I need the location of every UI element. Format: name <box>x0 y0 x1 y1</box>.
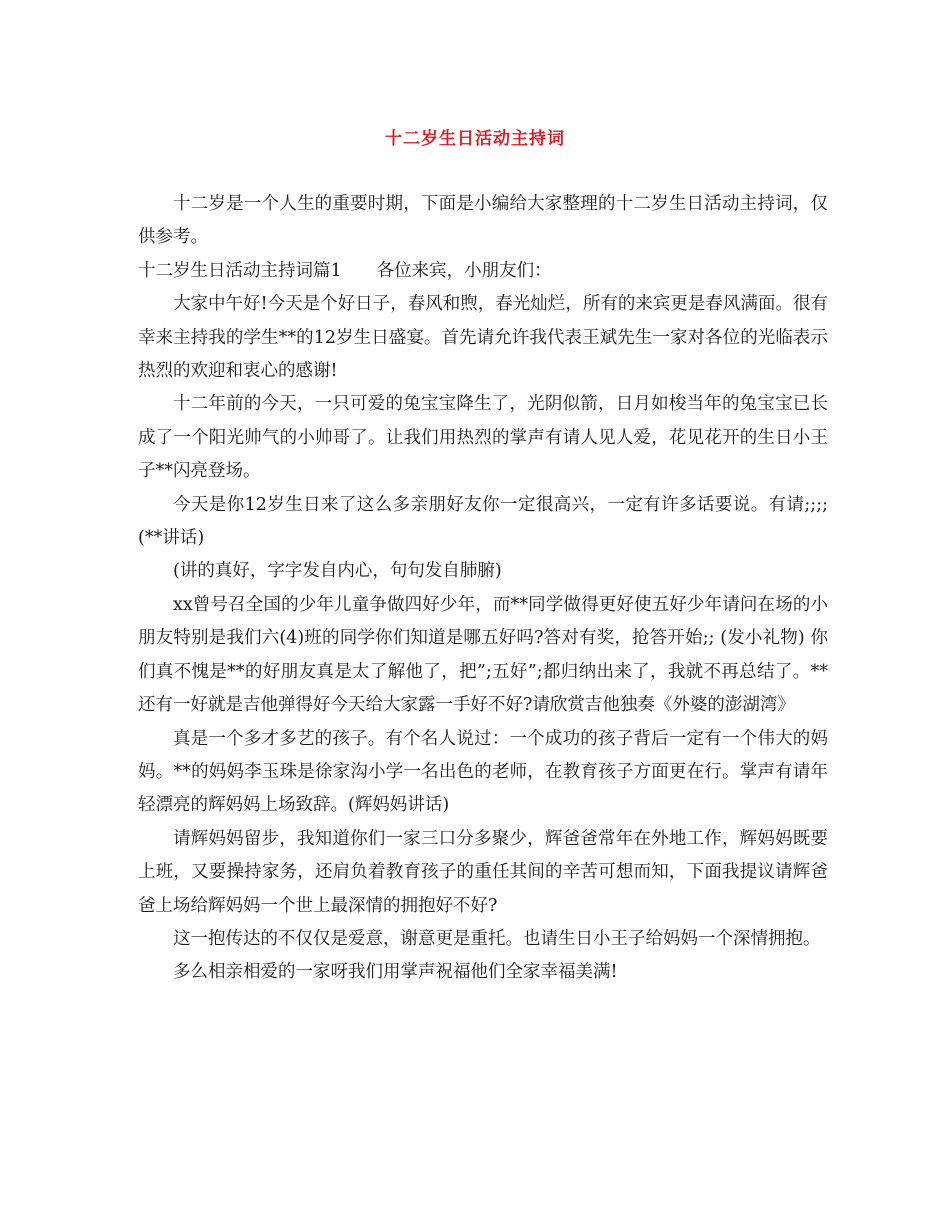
paragraph: 这一抱传达的不仅仅是爱意，谢意更是重托。也请生日小王子给妈妈一个深情拥抱。 <box>173 928 821 949</box>
paragraph: xx曾号召全国的少年儿童争做四好少年，而**同学做得更好使五好少年请问在场的小朋友特别是我们六(4)班的同学你们知道是哪五好吗?答对有奖，抢答开始;; (发小礼物) 你们真不愧是**的好朋友真是太了解他了，把”;五好”;都归纳出来了，我就不再总结了。**还有一好就是吉他弹得好今天给大家露一手好不好?请欣赏吉他独奏《外婆的澎湖湾》 <box>138 594 828 716</box>
paragraph: 十二年前的今天，一只可爱的兔宝宝降生了，光阴似箭，日月如梭当年的兔宝宝已长成了一个阳光帅气的小帅哥了。让我们用热烈的掌声有请人见人爱，花见花开的生日小王子**闪亮登场。 <box>138 394 828 482</box>
paragraph: 多么相亲相爱的一家呀我们用掌声祝福他们全家幸福美满! <box>173 962 618 983</box>
paragraph: 请辉妈妈留步，我知道你们一家三口分多聚少，辉爸爸常年在外地工作，辉妈妈既要上班，又要操持家务，还肩负着教育孩子的重任其间的辛苦可想而知，下面我提议请辉爸爸上场给辉妈妈一个世上最深情的拥抱好不好? <box>138 828 828 916</box>
document-body <box>138 188 828 990</box>
paragraph: 大家中午好!今天是个好日子，春风和煦，春光灿烂，所有的来宾更是春风满面。很有幸来主持我的学生**的12岁生日盛宴。首先请允许我代表王斌先生一家对各位的光临表示热烈的欢迎和衷心的感谢! <box>138 294 828 382</box>
paragraph: 真是一个多才多艺的孩子。有个名人说过：一个成功的孩子背后一定有一个伟大的妈妈。**的妈妈李玉珠是徐家沟小学一名出色的老师，在教育孩子方面更在行。掌声有请年轻漂亮的辉妈妈上场致辞。(辉妈妈讲话) <box>138 728 828 816</box>
paragraph: 今天是你12岁生日来了这么多亲朋好友你一定很高兴，一定有许多话要说。有请;;;; (**讲话) <box>138 494 828 549</box>
paragraph: (讲的真好，字字发自内心，句句发自肺腑) <box>173 561 502 582</box>
document-title: 十二岁生日活动主持词 <box>385 129 565 149</box>
paragraph-intro: 十二岁是一个人生的重要时期，下面是小编给大家整理的十二岁生日活动主持词，仅供参考。 <box>138 194 828 248</box>
paragraph-section-heading: 十二岁生日活动主持词篇1 各位来宾，小朋友们： <box>138 260 552 281</box>
